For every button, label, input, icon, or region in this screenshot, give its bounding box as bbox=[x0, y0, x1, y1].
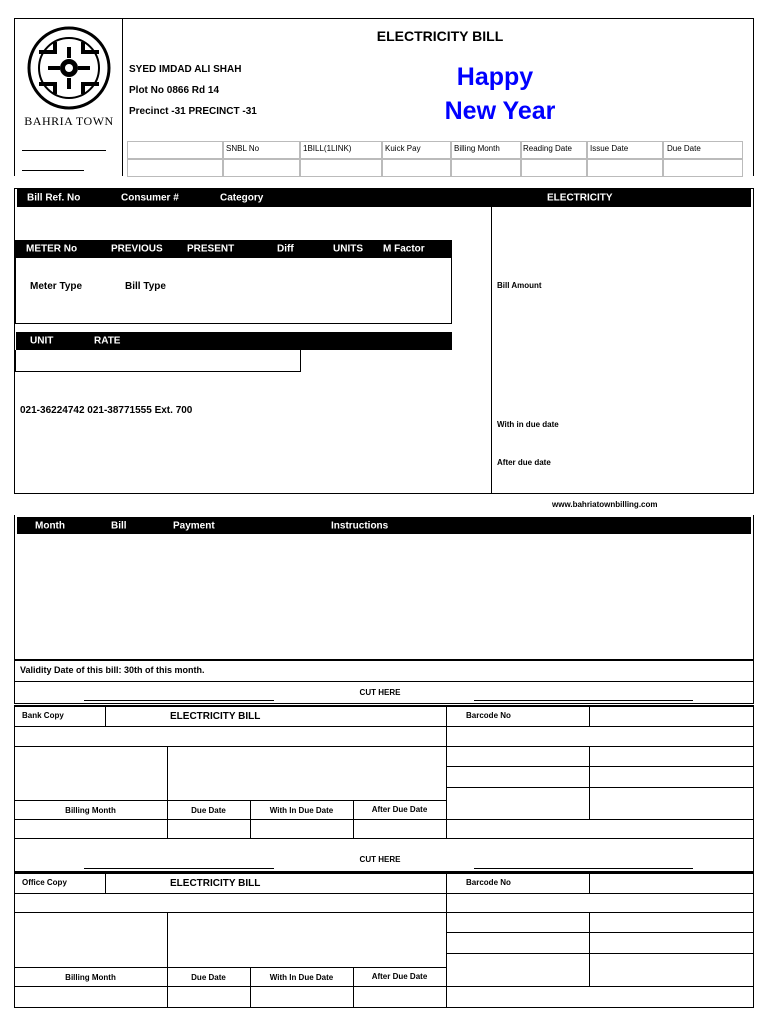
unit-label: UNIT bbox=[30, 335, 54, 347]
office-within-due-date: With In Due Date bbox=[269, 973, 334, 982]
col-line bbox=[167, 912, 168, 1008]
meter-type-label: Meter Type bbox=[30, 281, 83, 292]
within-due-date-label: With in due date bbox=[497, 420, 559, 429]
col-reading-date: Reading Date bbox=[523, 144, 572, 153]
header-divider bbox=[122, 18, 123, 176]
greeting-new-year: New Year bbox=[444, 97, 556, 125]
office-billing-month: Billing Month bbox=[65, 973, 116, 982]
consumer-label: Consumer # bbox=[121, 192, 179, 204]
col-line bbox=[105, 872, 106, 893]
col-line bbox=[589, 872, 590, 893]
office-copy-title: ELECTRICITY BILL bbox=[170, 878, 261, 889]
bill-type-label: Bill Type bbox=[125, 281, 166, 292]
cut-line bbox=[474, 700, 693, 701]
cut-here-label: CUT HERE bbox=[359, 688, 401, 697]
website-link[interactable]: www.bahriatownbilling.com bbox=[552, 500, 658, 509]
bank-billing-month: Billing Month bbox=[65, 806, 116, 815]
logo-emblem-icon bbox=[20, 22, 118, 114]
greeting-happy: Happy bbox=[456, 63, 534, 91]
col-line bbox=[589, 705, 590, 726]
cut-line bbox=[84, 700, 274, 701]
signature-line bbox=[22, 150, 106, 151]
row-line bbox=[14, 986, 754, 987]
previous-label: PREVIOUS bbox=[111, 243, 163, 255]
bank-copy-title: ELECTRICITY BILL bbox=[170, 711, 261, 722]
row-line bbox=[446, 932, 754, 933]
row-line bbox=[14, 800, 446, 801]
col-line bbox=[446, 872, 447, 1008]
col-due-date: Due Date bbox=[667, 144, 701, 153]
history-section bbox=[14, 515, 754, 660]
instructions-label: Instructions bbox=[331, 520, 389, 531]
cut-line bbox=[474, 868, 693, 869]
row-line bbox=[14, 819, 754, 820]
logo-text: BAHRIA TOWN bbox=[24, 114, 114, 128]
col-1bill: 1BILL(1LINK) bbox=[303, 144, 352, 153]
col-issue-date: Issue Date bbox=[590, 144, 629, 153]
rate-bar bbox=[16, 332, 452, 350]
month-label: Month bbox=[35, 520, 65, 531]
diff-label: Diff bbox=[277, 243, 294, 255]
row-line bbox=[446, 953, 754, 954]
row-line bbox=[14, 967, 446, 968]
bill-title: ELECTRICITY BILL bbox=[376, 28, 504, 44]
bank-after-due-date: After Due Date bbox=[371, 805, 428, 814]
contact-phone: 021-36224742 021-38771555 Ext. 700 bbox=[20, 405, 193, 416]
row-line bbox=[14, 912, 754, 913]
col-billing-month: Billing Month bbox=[454, 144, 500, 153]
bill-amount-label: Bill Amount bbox=[497, 281, 542, 290]
bill-ref-label: Bill Ref. No bbox=[27, 192, 81, 204]
bank-barcode-label: Barcode No bbox=[466, 711, 511, 720]
cut-here-label: CUT HERE bbox=[359, 855, 401, 864]
col-snbl-no: SNBL No bbox=[226, 144, 260, 153]
col-line bbox=[167, 746, 168, 839]
rate-table bbox=[15, 350, 301, 372]
m-factor-label: M Factor bbox=[383, 243, 425, 255]
rate-label: RATE bbox=[94, 335, 121, 347]
payment-label: Payment bbox=[173, 520, 215, 531]
bill-ref-bar bbox=[17, 189, 751, 207]
precinct: Precinct -31 PRECINCT -31 bbox=[129, 106, 257, 117]
consumer-name: SYED IMDAD ALI SHAH bbox=[129, 64, 242, 75]
plot-number: Plot No 0866 Rd 14 bbox=[129, 85, 220, 96]
bill-info-grid bbox=[127, 141, 743, 177]
bank-due-date: Due Date bbox=[191, 806, 226, 815]
amount-divider bbox=[491, 207, 492, 494]
present-label: PRESENT bbox=[187, 243, 235, 255]
meter-bar bbox=[16, 240, 452, 258]
units-label: UNITS bbox=[333, 243, 363, 255]
bahria-town-logo bbox=[20, 22, 118, 132]
office-copy-label: Office Copy bbox=[22, 878, 67, 887]
validity-text: Validity Date of this bill: 30th of this month. bbox=[20, 665, 205, 675]
col-kuick-pay: Kuick Pay bbox=[385, 144, 421, 153]
after-due-date-label: After due date bbox=[497, 458, 551, 467]
row-line bbox=[14, 746, 754, 747]
category-label: Category bbox=[220, 192, 264, 204]
col-line bbox=[589, 912, 590, 986]
cut-line bbox=[84, 868, 274, 869]
col-line bbox=[105, 705, 106, 726]
bank-within-due-date: With In Due Date bbox=[269, 806, 334, 815]
electricity-label: ELECTRICITY bbox=[547, 192, 613, 204]
meter-no-label: METER No bbox=[26, 243, 78, 255]
bill-label: Bill bbox=[111, 520, 127, 531]
row-line bbox=[14, 726, 754, 727]
row-line bbox=[14, 893, 754, 894]
row-line bbox=[446, 787, 754, 788]
office-after-due-date: After Due Date bbox=[371, 972, 428, 981]
row-line bbox=[446, 766, 754, 767]
office-due-date: Due Date bbox=[191, 973, 226, 982]
bank-copy-label: Bank Copy bbox=[22, 711, 64, 720]
office-barcode-label: Barcode No bbox=[466, 878, 511, 887]
signature-line bbox=[22, 170, 84, 171]
col-line bbox=[589, 746, 590, 819]
